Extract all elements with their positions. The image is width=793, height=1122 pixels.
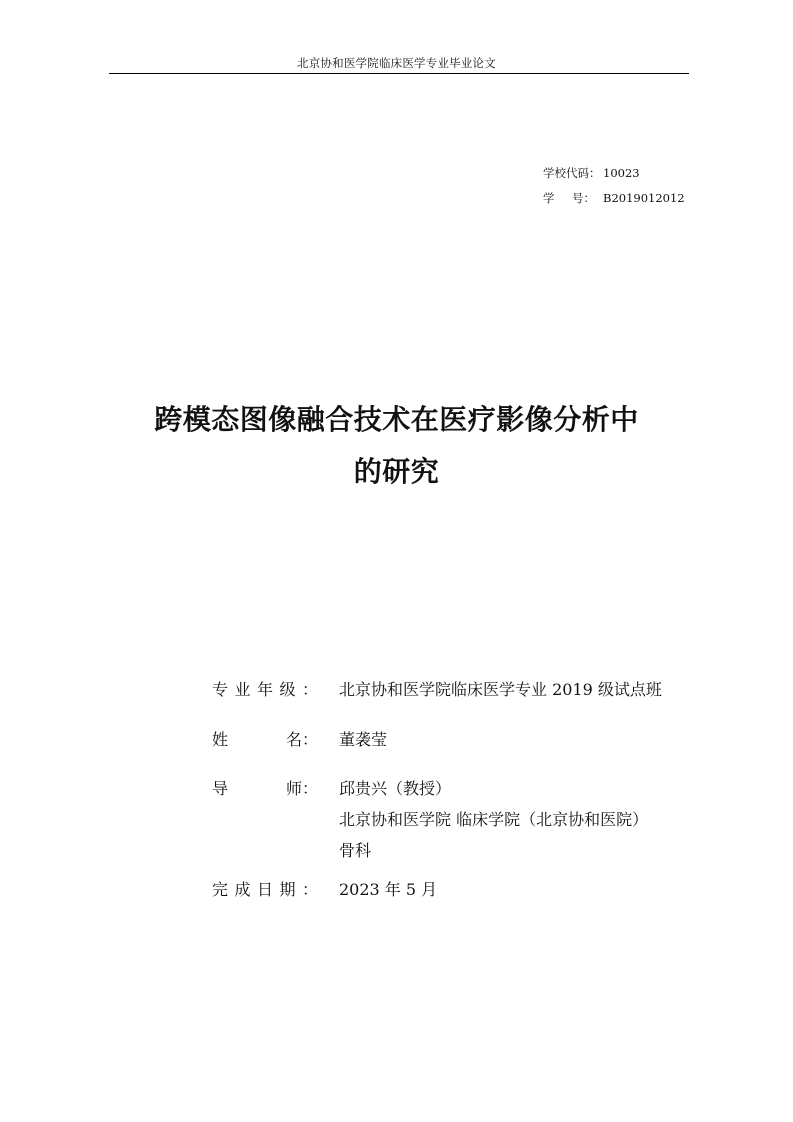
school-code-row [543, 166, 685, 180]
school-code-label: 学校代码： [543, 166, 601, 180]
thesis-title-line-2: 的研究 [353, 455, 440, 488]
advisor-label: 导 师： [212, 779, 318, 798]
student-id-label-char: 号： [572, 191, 595, 205]
major-label: 专 业 年 级 ： [212, 680, 318, 699]
date-value: 2023 年 5 月 [339, 880, 438, 899]
date-label: 完 成 日 期 ： [212, 880, 318, 899]
advisor-line-2: 北京协和医学院 临床学院（北京协和医院） [339, 810, 649, 829]
name-label: 姓 名： [212, 730, 318, 749]
thesis-title-line-1: 跨模态图像融合技术在医疗影像分析中 [154, 403, 639, 436]
advisor-line-1: 邱贵兴（教授） [339, 779, 452, 798]
header-rule [109, 73, 689, 74]
advisor-line-3: 骨科 [339, 841, 372, 860]
student-id-row [543, 191, 685, 205]
major-value: 北京协和医学院临床医学专业 2019 级试点班 [339, 680, 662, 699]
school-code-value: 10023 [603, 166, 640, 180]
student-id-label [543, 191, 595, 205]
student-id-value: B2019012012 [603, 191, 685, 205]
student-id-label-char: 学 [543, 191, 555, 205]
name-value: 董袭莹 [339, 730, 388, 749]
code-block [543, 166, 685, 216]
running-header: 北京协和医学院临床医学专业毕业论文 [297, 56, 496, 70]
